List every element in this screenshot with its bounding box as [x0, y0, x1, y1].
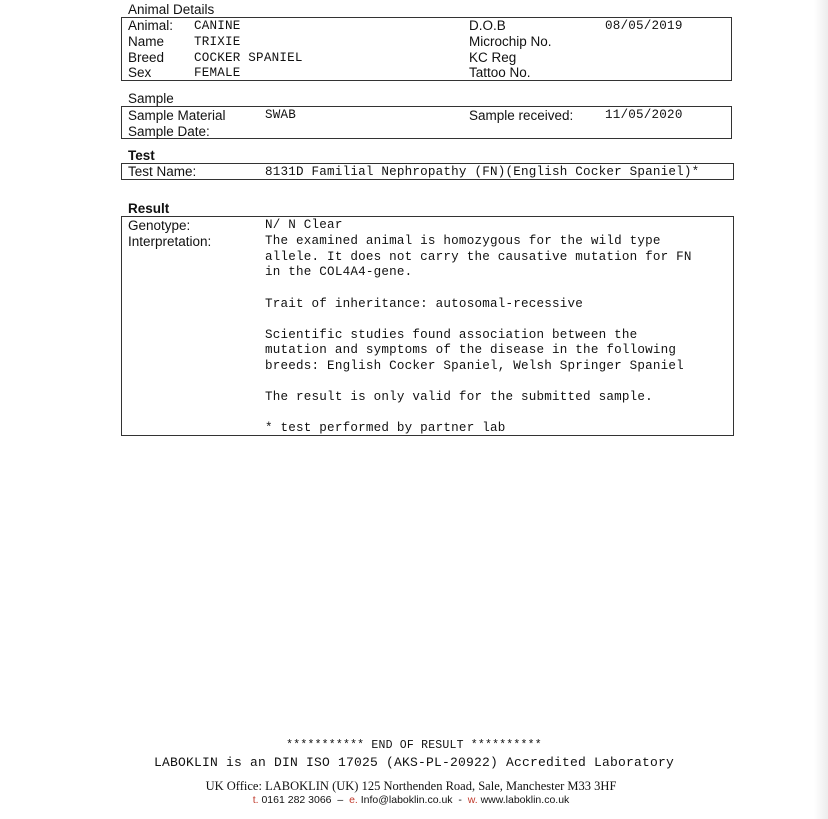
breed-value: COCKER SPANIEL — [194, 51, 303, 65]
name-label: Name — [128, 34, 165, 49]
sample-received-label: Sample received: — [469, 108, 574, 123]
sex-value: FEMALE — [194, 66, 241, 80]
kc-reg-label: KC Reg — [469, 50, 517, 65]
studies-line: breeds: English Cocker Spaniel, Welsh Springer Spaniel — [265, 359, 684, 373]
dob-label: D.O.B — [469, 18, 506, 33]
test-name-label: Test Name: — [128, 164, 197, 179]
interpretation-line: allele. It does not carry the causative mutation for FN — [265, 250, 692, 264]
website-link[interactable]: www.laboklin.co.uk — [480, 794, 570, 806]
phone-prefix: t. — [252, 794, 259, 806]
test-heading: Test — [128, 148, 155, 163]
breed-label: Breed — [128, 50, 165, 65]
sample-material-value: SWAB — [265, 108, 297, 122]
sample-date-label: Sample Date: — [128, 124, 210, 139]
email-prefix: e. — [349, 794, 358, 806]
microchip-label: Microchip No. — [469, 34, 552, 49]
page-edge-shadow — [814, 0, 828, 819]
validity-text: The result is only valid for the submitted sample. — [265, 390, 653, 404]
sample-material-label: Sample Material — [128, 108, 226, 123]
uk-office-address: UK Office: LABOKLIN (UK) 125 Northenden Road, Sale, Manchester M33 3HF — [205, 779, 617, 793]
inheritance-text: Trait of inheritance: autosomal-recessive — [265, 297, 584, 311]
separator: - — [458, 794, 462, 806]
sex-label: Sex — [128, 65, 152, 80]
studies-line: Scientific studies found association between the — [265, 328, 638, 342]
genotype-value: N/ N Clear — [265, 218, 343, 232]
sample-received-value: 11/05/2020 — [605, 108, 683, 122]
contact-line — [0, 793, 822, 807]
genotype-label: Genotype: — [128, 218, 191, 233]
animal-details-heading: Animal Details — [128, 2, 215, 17]
animal-value: CANINE — [194, 19, 241, 33]
name-value: TRIXIE — [194, 35, 241, 49]
phone-number: 0161 282 3066 — [261, 794, 332, 806]
sample-heading: Sample — [128, 91, 174, 106]
partner-lab-note: * test performed by partner lab — [265, 421, 506, 435]
tattoo-label: Tattoo No. — [469, 65, 531, 80]
end-of-result-marker: *********** END OF RESULT ********** — [286, 739, 542, 752]
result-heading: Result — [128, 201, 170, 216]
accreditation-statement: LABOKLIN is an DIN ISO 17025 (AKS-PL-20922) Accredited Laboratory — [153, 755, 675, 770]
animal-label: Animal: — [128, 18, 174, 33]
email-address[interactable]: Info@laboklin.co.uk — [360, 794, 453, 806]
dob-value: 08/05/2019 — [605, 19, 683, 33]
interpretation-line: The examined animal is homozygous for the wild type — [265, 234, 661, 248]
test-name-value: 8131D Familial Nephropathy (FN)(English Cocker Spaniel)* — [265, 165, 700, 179]
separator: – — [337, 794, 344, 806]
interpretation-line: in the COL4A4-gene. — [265, 265, 413, 279]
interpretation-label: Interpretation: — [128, 234, 212, 249]
web-prefix: w. — [467, 794, 478, 806]
studies-line: mutation and symptoms of the disease in the following — [265, 343, 677, 357]
